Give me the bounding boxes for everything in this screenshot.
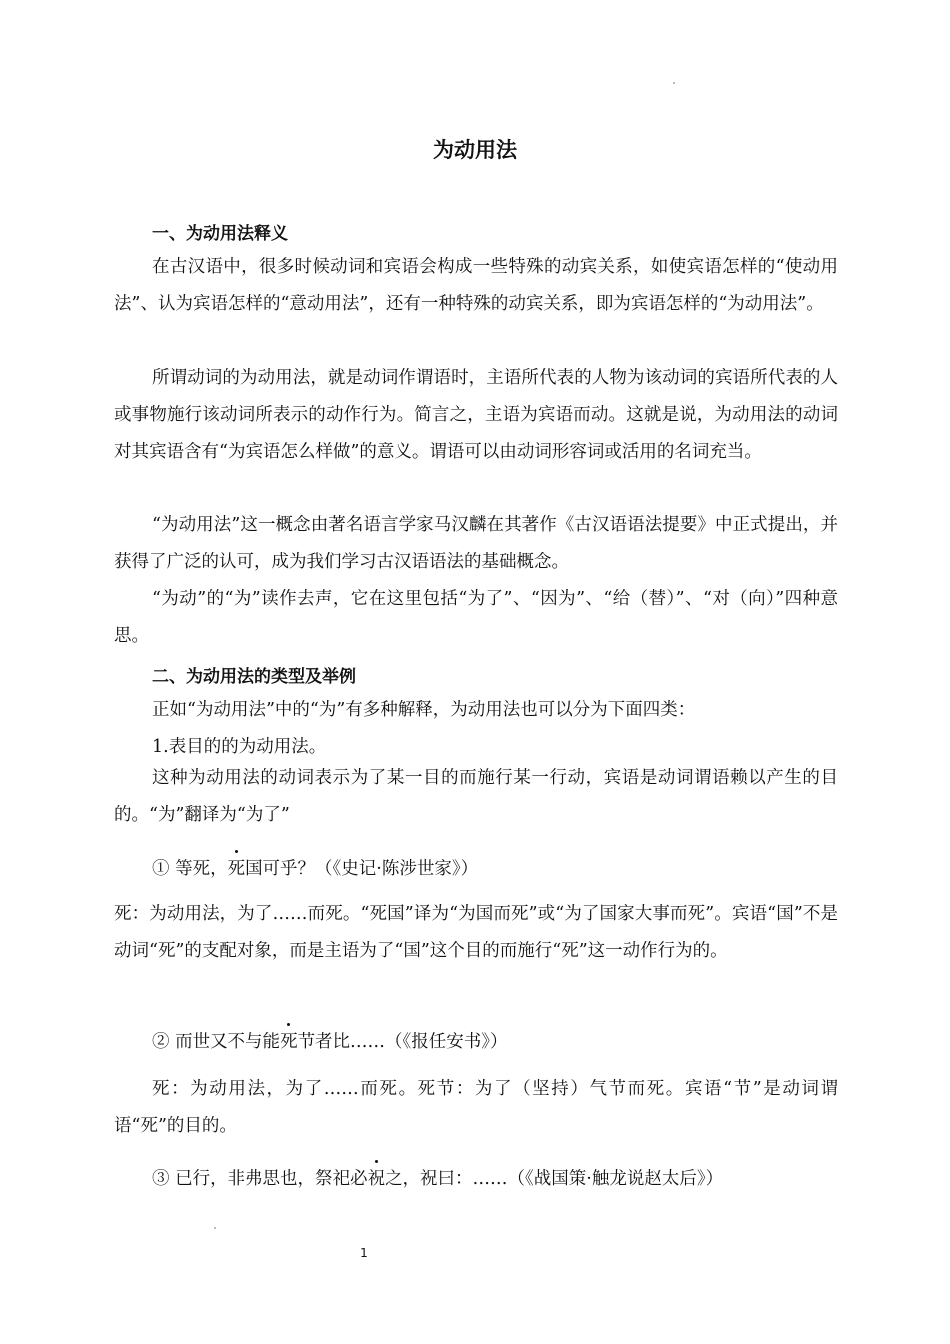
paragraph-pronunciation: “为动”的“为”读作去声，它在这里包括“为了”、“因为”、“给（替）”、“对（向）”四种意思。 bbox=[114, 589, 838, 646]
example-1-post: 国可乎？（《史记·陈涉世家》） bbox=[245, 859, 479, 879]
example-2-post: 节者比……（《报任安书》） bbox=[297, 1032, 508, 1052]
section-heading-1: 一、为动用法释义 bbox=[152, 224, 288, 244]
page-title: 为动用法 bbox=[433, 138, 517, 162]
emphasis-dot-char: 祝 bbox=[368, 1165, 386, 1190]
paragraph-definition-2: 所谓动词的为动用法，就是动词作谓语时，主语所代表的人物为该动词的宾语所代表的人或事物施行该动词所表示的动作行为。简言之，主语为宾语而动。这就是说，为动用法的动词对其宾语含有“为宾语怎么样做”的意义。谓语可以由动词形容词或活用的名词充当。 bbox=[114, 368, 838, 462]
type-1-description: 这种为动用法的动词表示为了某一目的而施行某一行动，宾语是动词谓语赖以产生的目的。“为”翻译为“为了” bbox=[114, 768, 838, 825]
type-1-heading: 1.表目的的为动用法。 bbox=[152, 737, 327, 757]
emphasis-dot-char: 死 bbox=[228, 855, 246, 880]
example-3 bbox=[152, 1165, 723, 1190]
paragraph-definition-1: 在古汉语中，很多时候动词和宾语会构成一些特殊的动宾关系，如使宾语怎样的“使动用法”、认为宾语怎样的“意动用法”，还有一种特殊的动宾关系，即为宾语怎样的“为动用法”。 bbox=[114, 257, 838, 314]
emphasis-dot-char: 死 bbox=[280, 1028, 298, 1053]
section-heading-2: 二、为动用法的类型及举例 bbox=[152, 667, 356, 687]
example-3-post: 之，祝曰：……（《战国策·触龙说赵太后》） bbox=[385, 1169, 724, 1189]
paragraph-origin: “为动用法”这一概念由著名语言学家马汉麟在其著作《古汉语语法提要》中正式提出，并获得了广泛的认可，成为我们学习古汉语语法的基础概念。 bbox=[114, 515, 838, 572]
page-number: 1 bbox=[360, 1246, 368, 1260]
types-intro: 正如“为动用法”中的“为”有多种解释，为动用法也可以分为下面四类： bbox=[152, 700, 696, 720]
scan-speck bbox=[673, 82, 675, 84]
example-1 bbox=[152, 855, 478, 880]
example-1-note: 死：为动用法，为了……而死。“死国”译为“为国而死”或“为了国家大事而死”。宾语“国”不是动词“死”的支配对象，而是主语为了“国”这个目的而施行“死”这一动作行为的。 bbox=[114, 904, 838, 961]
example-2 bbox=[152, 1028, 508, 1053]
example-2-note: 死：为动用法，为了……而死。死节：为了（坚持）气节而死。宾语“节”是动词谓语“死”的目的。 bbox=[114, 1079, 838, 1136]
scan-speck bbox=[214, 1227, 216, 1229]
example-1-pre: ① 等死， bbox=[152, 859, 228, 879]
example-3-pre: ③ 已行，非弗思也，祭祀必 bbox=[152, 1169, 368, 1189]
example-2-pre: ② 而世又不与能 bbox=[152, 1032, 281, 1052]
